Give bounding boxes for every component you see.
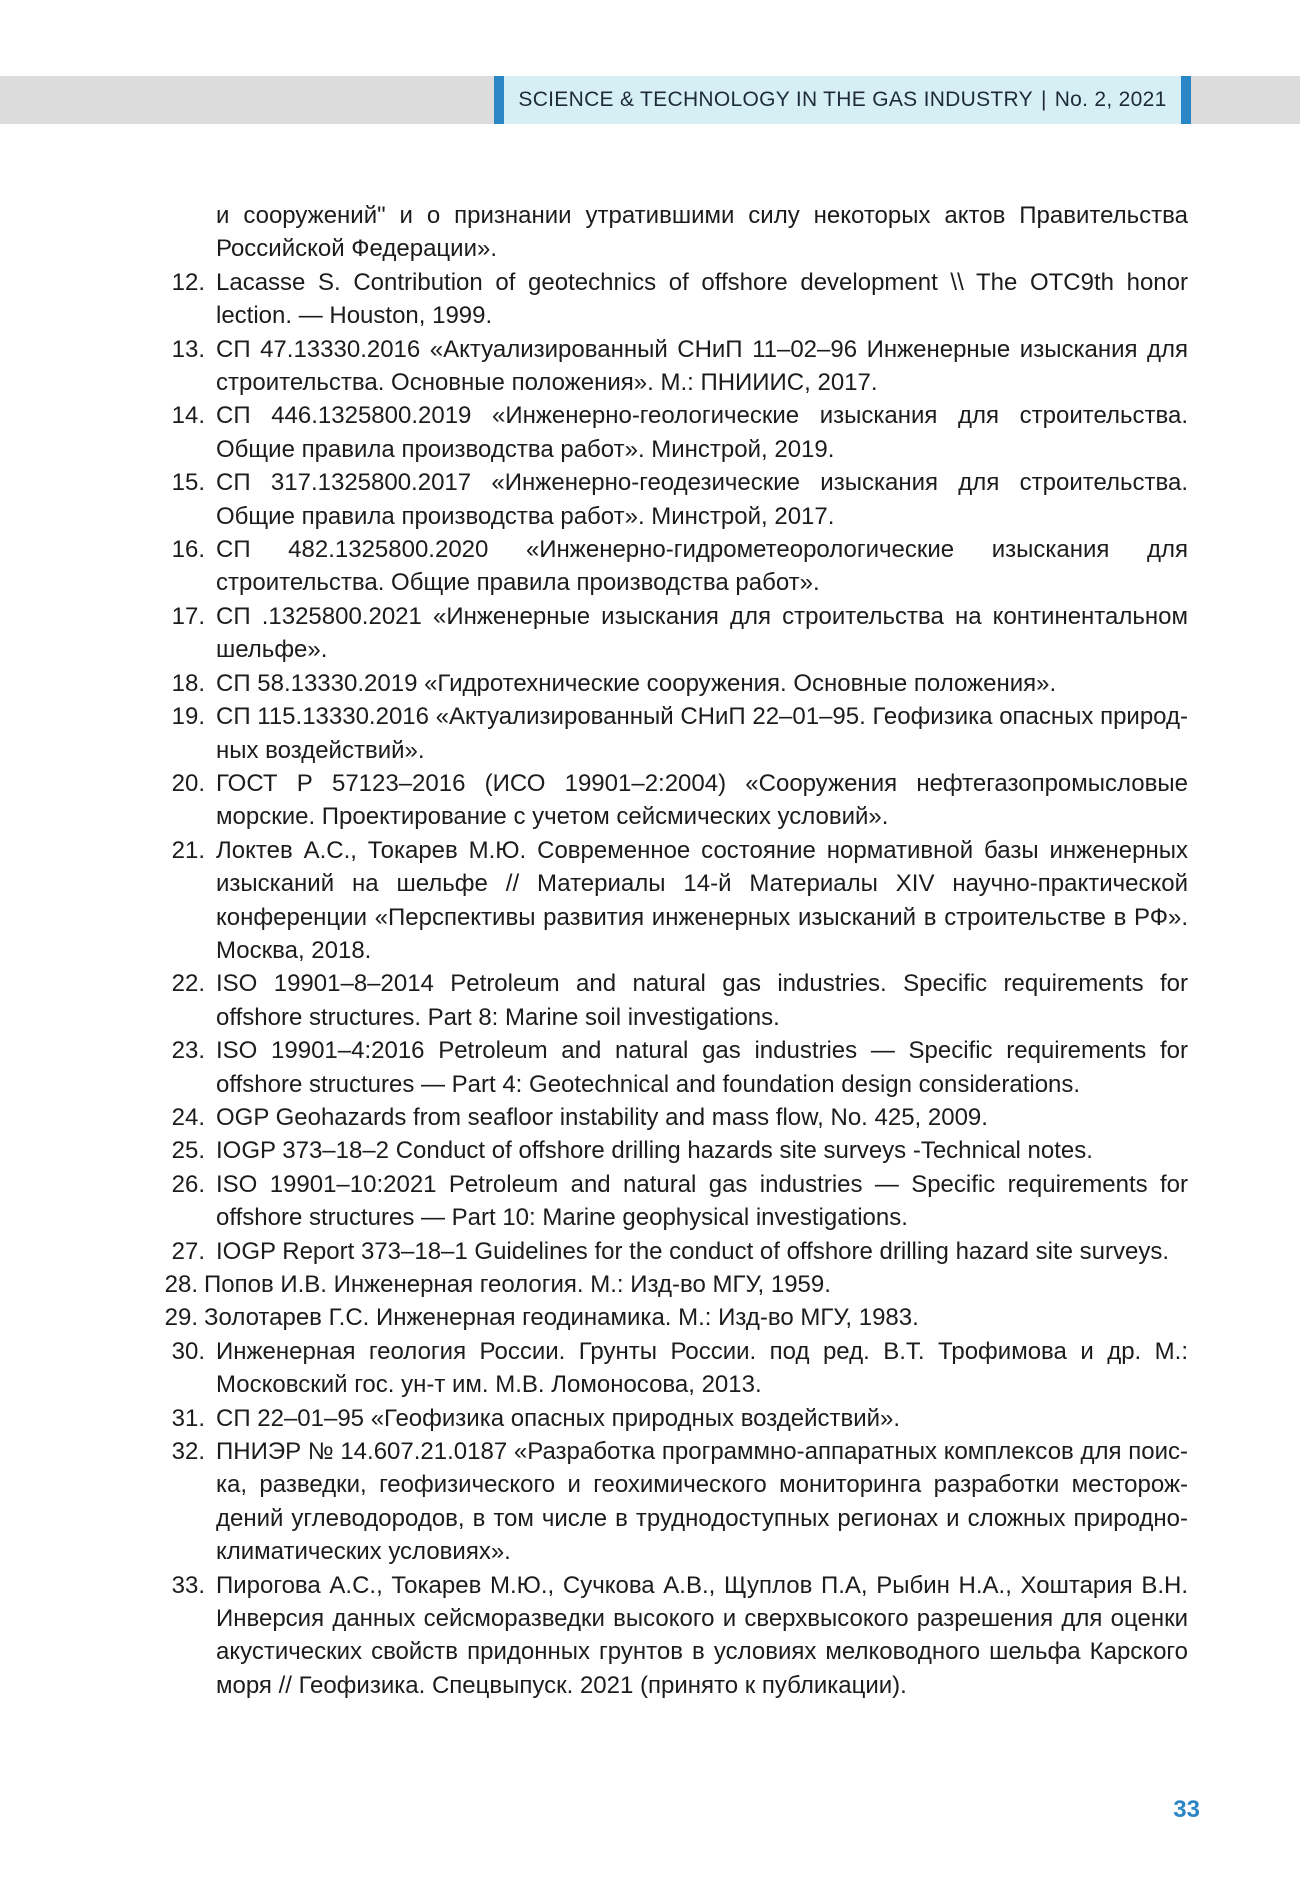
reference-text: Инженерная геология России. Грунты России. под ред. В.Т. Трофимова и др. М.: Московский гос. ун-т им. М.В. Ломоносова, 2013.: [216, 1337, 1188, 1399]
reference-number: 21.: [171, 836, 205, 864]
reference-number: 16.: [171, 536, 205, 564]
reference-item: [150, 667, 1188, 700]
reference-item: [150, 967, 1188, 1034]
reference-item: [150, 834, 1188, 968]
reference-text: ГОСТ Р 57123–2016 (ИСО 19901–2:2004) «Сооружения нефтегазопромысловые морские. Проектирование с учетом сейсмических условий».: [216, 769, 1188, 831]
reference-text: Пирогова А.С., Токарев М.Ю., Сучкова А.В., Щуплов П.А, Рыбин Н.А., Хоштария В.Н. Инверсия данных сейсморазведки высокого и сверхвысокого разрешения для оценки акустических свойств придонных грунтов в условиях мелководного шельфа Карского моря // Геофизика. Спецвыпуск. 2021 (принято к публикации).: [216, 1571, 1188, 1699]
reference-number: 33.: [171, 1571, 205, 1599]
reference-text: СП 115.13330.2016 «Актуализированный СНиП 22–01–95. Геофизика опасных природных воздействий».: [216, 703, 1188, 764]
header-separator: |: [1040, 88, 1047, 111]
reference-item: [150, 1301, 1188, 1334]
reference-number: 17.: [171, 602, 205, 630]
reference-text: СП 22–01–95 «Геофизика опасных природных воздействий».: [216, 1404, 901, 1432]
reference-item: [150, 1569, 1188, 1703]
header-accent-left: [494, 76, 504, 124]
reference-text: Попов И.В. Инженерная геология. М.: Изд-во МГУ, 1959.: [204, 1271, 831, 1298]
reference-number: 25.: [171, 1137, 205, 1165]
reference-text: и сооружений" и о признании утратившими силу некоторых актов Правительства Российской Федерации».: [216, 202, 1188, 263]
reference-item: [150, 767, 1188, 834]
reference-item: [150, 1268, 1188, 1301]
reference-text: СП 58.13330.2019 «Гидротехнические сооружения. Основные положения».: [216, 669, 1057, 697]
reference-item: [150, 1335, 1188, 1402]
reference-number: 19.: [171, 703, 205, 731]
reference-text: Lacasse S. Contribution of geotechnics of offshore development \\ The OTC9th honor lection. — Houston, 1999.: [216, 268, 1188, 330]
reference-number: 15.: [171, 469, 205, 497]
reference-item: [150, 1134, 1188, 1167]
reference-continuation: [150, 199, 1188, 266]
reference-item: [150, 1168, 1188, 1235]
reference-item: [150, 600, 1188, 667]
reference-number: 14.: [171, 402, 205, 430]
header-accent-right: [1181, 76, 1191, 124]
reference-item: [150, 1034, 1188, 1101]
reference-item: [150, 1101, 1188, 1134]
reference-text: IOGP 373–18–2 Conduct of offshore drilling hazards site surveys -Technical notes.: [216, 1137, 1093, 1165]
reference-text: ISO 19901–10:2021 Petroleum and natural gas industries — Specific requirements for offshore structures — Part 10: Marine geophysical investigations.: [216, 1170, 1188, 1232]
reference-number: 24.: [171, 1103, 205, 1131]
reference-number: 30.: [171, 1337, 205, 1365]
reference-text: Локтев А.С., Токарев М.Ю. Современное состояние нормативной базы инженерных изысканий на шельфе // Материалы 14-й Материалы XIV научно-практической конференции «Перспективы развития инженерных изысканий в строительстве в РФ». Москва, 2018.: [216, 836, 1188, 964]
reference-item: [150, 399, 1188, 466]
reference-item: [150, 533, 1188, 600]
reference-text: СП .1325800.2021 «Инженерные изыскания для строительства на континентальном шельфе».: [216, 602, 1188, 664]
reference-text: ПНИЭР № 14.607.21.0187 «Разработка программно-аппаратных комплексов для поиска, разведки, геофизического и геохимического мониторинга разработки месторождений углеводородов, в том числе в труднодоступных регионах и сложных природно-климатических условиях».: [216, 1438, 1188, 1566]
reference-text: IOGP Report 373–18–1 Guidelines for the conduct of offshore drilling hazard site surveys.: [216, 1237, 1169, 1265]
issue-number: No. 2, 2021: [1054, 88, 1167, 111]
page-number: 33: [1173, 1796, 1200, 1823]
reference-item: [150, 466, 1188, 533]
reference-item: [150, 700, 1188, 767]
reference-number: 18.: [171, 669, 205, 697]
reference-number: 31.: [171, 1404, 205, 1432]
reference-number: 27.: [171, 1237, 205, 1265]
running-header: [504, 76, 1181, 124]
reference-item: [150, 1435, 1188, 1569]
reference-number: 23.: [171, 1037, 205, 1065]
reference-number: 26.: [171, 1170, 205, 1198]
reference-number: 13.: [171, 335, 205, 363]
reference-text: СП 446.1325800.2019 «Инженерно-геологические изыскания для строительства. Общие правила производства работ». Минстрой, 2019.: [216, 402, 1188, 463]
reference-list: [150, 199, 1188, 1702]
reference-text: ISO 19901–8–2014 Petroleum and natural gas industries. Specific requirements for offshore structures. Part 8: Marine soil investigations.: [216, 970, 1188, 1031]
reference-item: [150, 1235, 1188, 1268]
reference-text: Золотарев Г.С. Инженерная геодинамика. М.: Изд-во МГУ, 1983.: [204, 1304, 919, 1332]
reference-item: [150, 266, 1188, 333]
reference-number: 20.: [171, 769, 205, 797]
reference-number: 22.: [171, 970, 205, 998]
reference-text: СП 47.13330.2016 «Актуализированный СНиП 11–02–96 Инженерные изыскания для строительства. Основные положения». М.: ПНИИИС, 2017.: [216, 335, 1188, 397]
reference-number: 32.: [171, 1438, 205, 1466]
journal-title: SCIENCE & TECHNOLOGY IN THE GAS INDUSTRY: [518, 88, 1033, 111]
reference-text: OGP Geohazards from seafloor instability and mass flow, No. 425, 2009.: [216, 1103, 988, 1131]
reference-number: 29.: [164, 1304, 198, 1332]
reference-text: СП 317.1325800.2017 «Инженерно-геодезические изыскания для строительства. Общие правила производства работ». Минстрой, 2017.: [216, 469, 1188, 530]
reference-item: [150, 1402, 1188, 1435]
reference-number: 28.: [164, 1271, 198, 1298]
reference-text: ISO 19901–4:2016 Petroleum and natural gas industries — Specific requirements for offshore structures — Part 4: Geotechnical and foundation design considerations.: [216, 1037, 1188, 1098]
reference-number: 12.: [171, 268, 205, 296]
reference-text: СП 482.1325800.2020 «Инженерно-гидрометеорологические изыскания для строительства. Общие правила производства работ».: [216, 536, 1188, 597]
reference-item: [150, 333, 1188, 400]
